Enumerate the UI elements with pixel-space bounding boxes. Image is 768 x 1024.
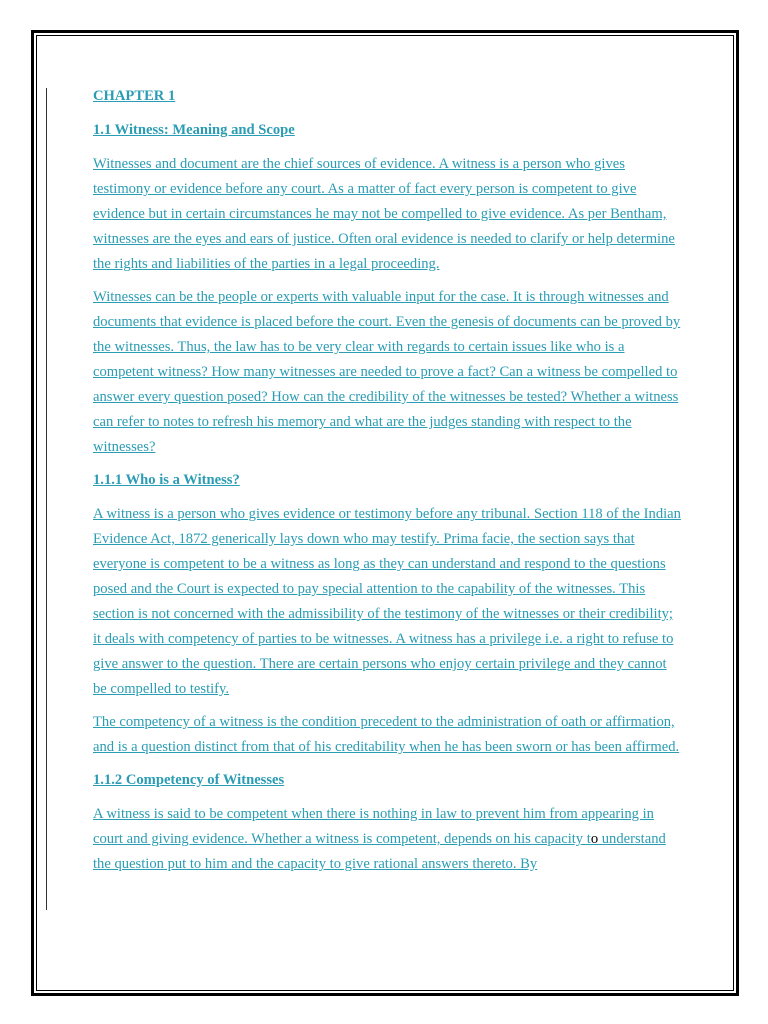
paragraph-5-part-a: A witness is said to be competent when there is nothing in law to prevent him from appearing in court and giving evidence. Whether a witness is competent, depends on his capacity t (93, 806, 654, 847)
paragraph-5[interactable] (93, 802, 683, 877)
section-1-1-heading[interactable]: 1.1 Witness: Meaning and Scope (93, 122, 295, 138)
document-body (93, 84, 683, 885)
paragraph-3[interactable]: A witness is a person who gives evidence or testimony before any tribunal. Section 118 of the Indian Evidence Act, 1872 generically lays down who may testify. Prima facie, the section says that everyone is competent to be a witness as long as they can understand and respond to the questions posed and the Court is expected to pay special attention to the capability of the witnesses. This section is not concerned with the admissibility of the testimony of the witnesses or their credibility; it deals with competency of parties to be witnesses. A witness has a privilege i.e. a right to refuse to give answer to the question. There are certain persons who enjoy certain privilege and they cannot be compelled to testify. (93, 506, 681, 697)
margin-bar (46, 88, 47, 910)
paragraph-2[interactable]: Witnesses can be the people or experts with valuable input for the case. It is through witnesses and documents that evidence is placed before the court. Even the genesis of documents can be proved by the witnesses. Thus, the law has to be very clear with regards to certain issues like who is a competent witness? How many witnesses are needed to prove a fact? Can a witness be compelled to answer every question posed? How can the credibility of the witnesses be tested? Whether a witness can refer to notes to refresh his memory and what are the judges standing with respect to the witnesses? (93, 289, 681, 455)
section-1-1-2-heading[interactable]: 1.1.2 Competency of Witnesses (93, 772, 285, 788)
section-1-1-1-heading[interactable]: 1.1.1 Who is a Witness? (93, 472, 240, 488)
chapter-title[interactable]: CHAPTER 1 (93, 88, 176, 104)
paragraph-1[interactable]: Witnesses and document are the chief sources of evidence. A witness is a person who gives testimony or evidence before any court. As a matter of fact every person is competent to give evidence but in certain circumstances he may not be compelled to give evidence. As per Bentham, witnesses are the eyes and ears of justice. Often oral evidence is needed to clarify or help determine the rights and liabilities of the parties in a legal proceeding. (93, 156, 675, 272)
paragraph-4[interactable]: The competency of a witness is the condition precedent to the administration of oath or affirmation, and is a question distinct from that of his creditability when he has been sworn or has been affirmed. (93, 714, 680, 755)
paragraph-5-tail: o (590, 831, 599, 847)
paragraph-5-part-b: understand the question put to him and the capacity to give rational answers thereto. By (93, 831, 666, 872)
